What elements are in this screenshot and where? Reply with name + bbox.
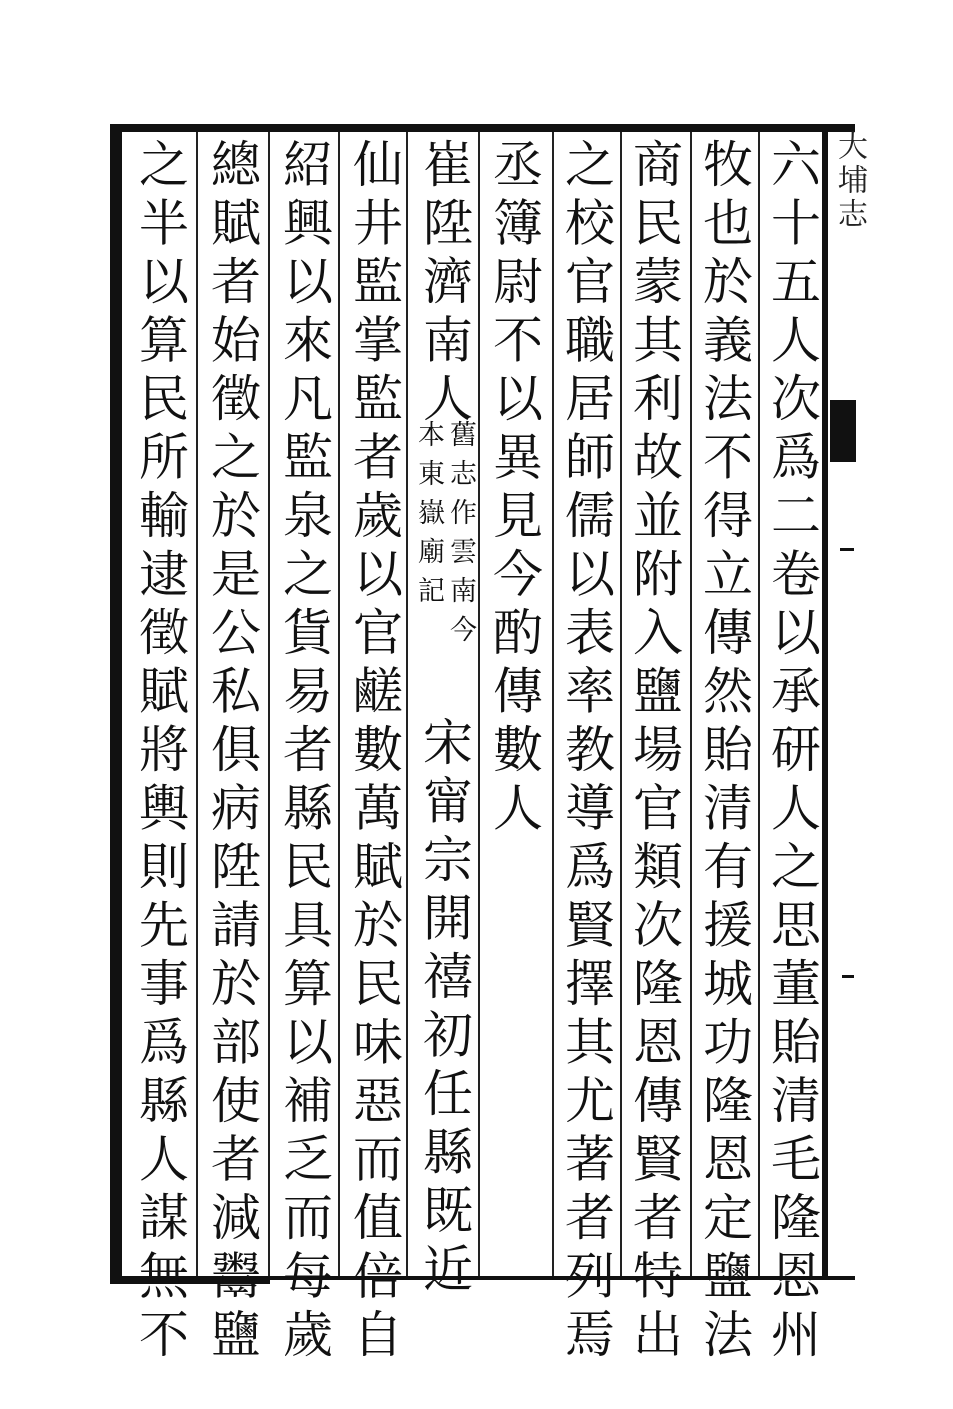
text-column-7: 仙井監掌監者歲以官鹺數萬賦於民味惡而值倍自: [345, 138, 403, 1367]
column-rule: [690, 132, 692, 1276]
frame-left-border: [110, 124, 122, 1284]
text-column-6-continued: 宋甯宗開禧初任縣既近: [415, 716, 473, 1301]
frame-top-border: [110, 124, 855, 132]
text-column-1: 六十五人次爲二卷以承研人之思董貽清毛隆恩州: [763, 138, 821, 1367]
text-column-2: 牧也於義法不得立傳然貽清有援城功隆恩定鹽法: [695, 138, 753, 1367]
column-rule: [268, 132, 270, 1276]
text-column-3: 商民蒙其利故並附入鹽場官類次隆恩傳賢者特出: [625, 138, 683, 1367]
fold-tick-mark: [840, 548, 854, 551]
column-rule: [620, 132, 622, 1276]
text-column-6: 崔陞濟南人: [415, 138, 473, 431]
column-rule: [338, 132, 340, 1276]
annotation-left: 本東嶽廟記: [413, 420, 444, 615]
column-rule: [196, 132, 198, 1276]
column-rule: [758, 132, 760, 1276]
text-column-5: 丞簿尉不以異見今酌傳數人: [485, 138, 543, 840]
text-column-8: 紹興以來凡監泉之貨易者縣民具算以補乏而每歲: [275, 138, 333, 1367]
text-column-9: 總賦者始徵之於是公私俱病陞請於部使者減鬻鹽: [203, 138, 261, 1367]
fold-title: 大埔志: [832, 130, 867, 232]
fold-tick-mark: [842, 975, 854, 978]
column-rule: [552, 132, 554, 1276]
fold-margin-rule: [822, 124, 828, 1280]
text-column-10: 之半以算民所輸逮徵賦將輿則先事爲縣人謀無不: [131, 138, 189, 1367]
column-rule: [478, 132, 480, 1276]
text-column-4: 之校官職居師儒以表率教導爲賢擇其尤著者列焉: [557, 138, 615, 1367]
fold-fishtail-mark: [830, 400, 856, 462]
column-rule: [406, 132, 408, 1276]
annotation-right: 舊志作雲南今: [445, 420, 476, 654]
